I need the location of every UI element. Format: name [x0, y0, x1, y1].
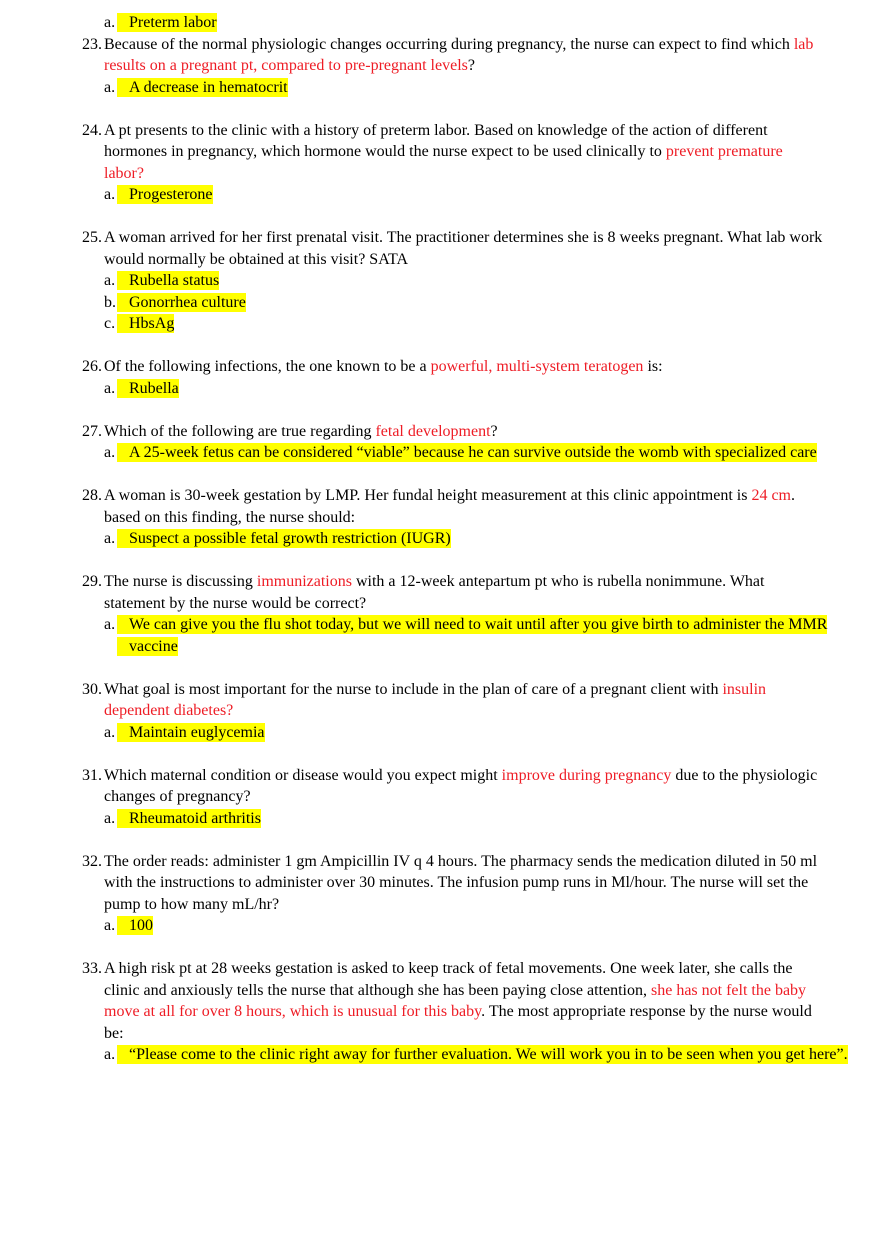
- emphasized-text: powerful, multi-system teratogen: [430, 358, 644, 375]
- question-number: 24.: [82, 121, 102, 139]
- question-number: 33.: [82, 960, 102, 977]
- question-text-segment: due to the physiologic changes of pregnancy?: [104, 766, 818, 805]
- highlighted-answer: 100: [117, 916, 153, 935]
- question-number: 31.: [82, 766, 102, 784]
- answer-option: [104, 313, 849, 335]
- question-text: [104, 356, 826, 378]
- question-text: [104, 958, 826, 1044]
- question-block: [0, 120, 880, 206]
- question-text-segment: A high risk pt at 28 weeks gestation is asked to keep track of fetal movements. One week later, she calls the clinic and anxiously tells the nurse that although she has been paying close attention,: [104, 960, 793, 999]
- question-text-segment: Because of the normal physiologic changes occurring during pregnancy, the nurse can expect to find which: [104, 35, 794, 53]
- question-block: [0, 571, 880, 657]
- answer-letter: a.: [104, 1046, 116, 1063]
- answer-option: [104, 292, 849, 314]
- question-text-segment: A woman arrived for her first prenatal visit. The practitioner determines she is 8 weeks pregnant. What lab work would normally be obtained at this visit? SATA: [104, 229, 823, 268]
- question-text: [104, 571, 826, 614]
- answer-option: [104, 12, 849, 34]
- emphasized-text: insulin dependent diabetes?: [104, 680, 767, 719]
- highlighted-answer: HbsAg: [117, 314, 174, 333]
- question-block: [0, 485, 880, 550]
- question-block: [0, 356, 880, 399]
- answer-option: [104, 614, 849, 657]
- answer-letter: a.: [104, 444, 116, 461]
- question-text: [104, 679, 826, 722]
- question-text: [104, 421, 826, 443]
- highlighted-answer: A decrease in hematocrit: [117, 78, 288, 97]
- answer-letter: b.: [104, 293, 116, 311]
- answer-letter: a.: [104, 186, 116, 203]
- question-text: [104, 765, 826, 808]
- answer-option: [104, 77, 849, 99]
- highlighted-answer: Gonorrhea culture: [117, 293, 246, 312]
- question-block: [0, 765, 880, 830]
- question-text-segment: . based on this finding, the nurse should:: [104, 487, 795, 526]
- answer-option: [104, 722, 849, 744]
- answer-letter: a.: [104, 723, 116, 741]
- emphasized-text: she has not felt the baby move at all for over 8 hours, which is unusual for this baby: [104, 981, 807, 1020]
- answer-option: [104, 270, 849, 292]
- highlighted-answer: Suspect a possible fetal growth restriction (IUGR): [117, 529, 451, 548]
- answer-letter: a.: [104, 379, 116, 397]
- answer-letter: a.: [104, 530, 116, 547]
- question-number: 23.: [82, 35, 102, 53]
- question-number: 29.: [82, 573, 102, 590]
- question-text-segment: ?: [490, 422, 498, 440]
- question-block: [0, 851, 880, 937]
- answer-option: [104, 915, 849, 937]
- question-text: [104, 485, 826, 528]
- question-text-segment: . The most appropriate response by the nurse would be:: [104, 1003, 812, 1042]
- question-text-segment: Which of the following are true regarding: [104, 422, 376, 440]
- answer-option: [104, 442, 849, 464]
- question-number: 26.: [82, 358, 102, 375]
- highlighted-answer: We can give you the flu shot today, but we will need to wait until after you give birth to administer the MMR vaccine: [117, 615, 827, 656]
- highlighted-answer: Rubella status: [117, 271, 219, 290]
- question-list: [0, 34, 880, 1066]
- question-number: 25.: [82, 229, 102, 246]
- emphasized-text: improve during pregnancy: [501, 766, 672, 784]
- question-text-segment: What goal is most important for the nurse to include in the plan of care of a pregnant client with: [104, 680, 723, 698]
- highlighted-answer: A 25-week fetus can be considered “viable” because he can survive outside the womb with specialized care: [117, 443, 817, 462]
- highlighted-answer: Rubella: [117, 379, 179, 398]
- emphasized-text: 24 cm: [751, 487, 791, 504]
- answer-option: [104, 378, 849, 400]
- highlighted-answer: “Please come to the clinic right away for further evaluation. We will work you in to be seen when you get here”.: [117, 1045, 848, 1064]
- answer-letter: a.: [104, 78, 116, 96]
- question-block: [0, 958, 880, 1066]
- question-text-segment: The order reads: administer 1 gm Ampicillin IV q 4 hours. The pharmacy sends the medication diluted in 50 ml with the instructions to administer over 30 minutes. The infusion pump runs in Ml/hour. The nurse will set the pump to how many mL/hr?: [104, 852, 818, 913]
- question-number: 32.: [82, 852, 102, 870]
- answer-letter: c.: [104, 315, 116, 332]
- emphasized-text: prevent premature labor?: [104, 143, 783, 182]
- question-number: 30.: [82, 680, 102, 698]
- emphasized-text: lab results on a pregnant pt, compared to pre-pregnant levels: [104, 35, 814, 74]
- highlighted-answer: Progesterone: [117, 185, 213, 204]
- question-block: [0, 421, 880, 464]
- highlighted-answer: Rheumatoid arthritis: [117, 809, 261, 828]
- question-text-segment: A pt presents to the clinic with a history of preterm labor. Based on knowledge of the action of different hormones in pregnancy, which hormone would the nurse expect to be used clinically to: [104, 121, 768, 160]
- answer-letter: a.: [104, 616, 116, 633]
- answer-letter: a.: [104, 272, 116, 289]
- highlighted-answer: Preterm labor: [117, 13, 217, 32]
- answer-option: [104, 1044, 849, 1066]
- question-text-segment: is:: [643, 358, 663, 375]
- emphasized-text: fetal development: [375, 422, 491, 440]
- question-number: 28.: [82, 487, 102, 504]
- question-text-segment: Of the following infections, the one known to be a: [104, 358, 431, 375]
- question-number: 27.: [82, 422, 102, 440]
- question-text: [104, 120, 826, 185]
- question-text-segment: The nurse is discussing: [104, 573, 257, 590]
- question-text-segment: Which maternal condition or disease would you expect might: [104, 766, 502, 784]
- question-block: [0, 34, 880, 99]
- question-text: [104, 34, 826, 77]
- answer-option: [104, 528, 849, 550]
- question-block: [0, 227, 880, 335]
- answer-option: [104, 808, 849, 830]
- answer-letter: a.: [104, 14, 116, 31]
- answer-letter: a.: [104, 809, 116, 827]
- question-text-segment: with a 12-week antepartum pt who is rubella nonimmune. What statement by the nurse would be correct?: [104, 573, 765, 612]
- highlighted-answer: Maintain euglycemia: [117, 723, 265, 742]
- question-text-segment: ?: [467, 57, 475, 74]
- answer-letter: a.: [104, 917, 116, 934]
- emphasized-text: immunizations: [256, 573, 352, 590]
- answer-option: [104, 184, 849, 206]
- question-text: [104, 851, 826, 916]
- question-text-segment: A woman is 30-week gestation by LMP. Her fundal height measurement at this clinic appointment is: [104, 487, 752, 504]
- question-text: [104, 227, 826, 270]
- question-block: [0, 679, 880, 744]
